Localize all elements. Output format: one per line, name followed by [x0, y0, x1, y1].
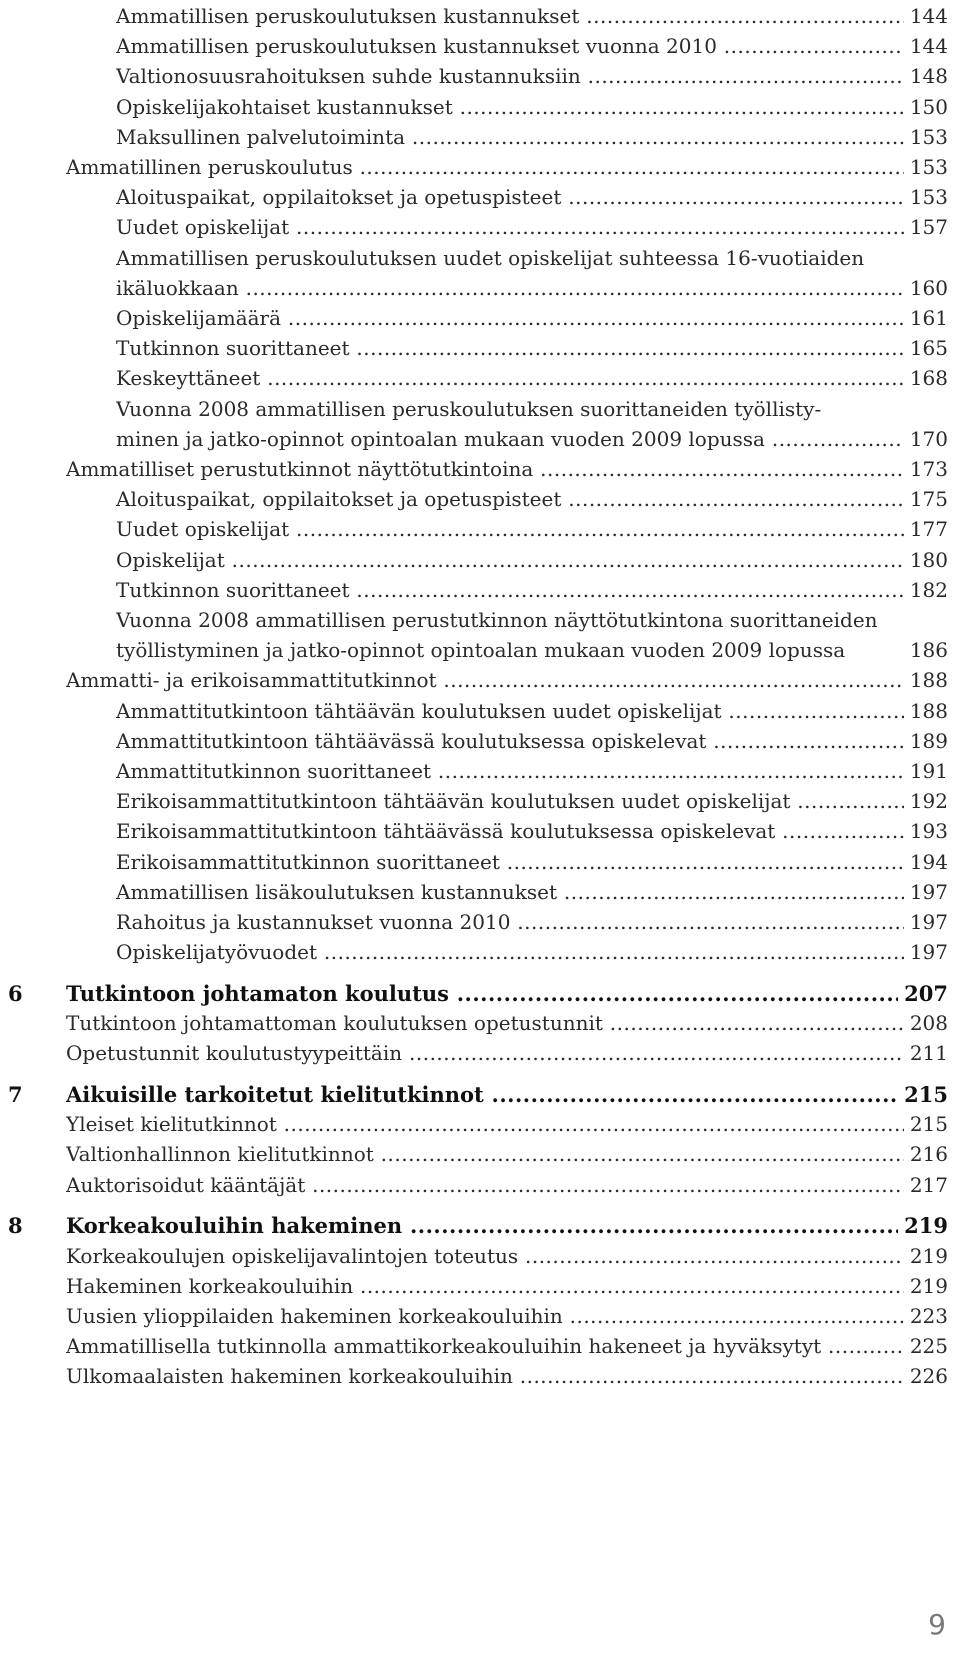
- toc-entry[interactable]: [0, 786, 960, 817]
- toc-entry-title: Erikoisammattitutkintoon tähtäävässä koulutuksessa opiskelevat .....: [116, 816, 910, 847]
- toc-entry-page: 217: [904, 1170, 948, 1201]
- toc-entry[interactable]: [0, 1361, 960, 1392]
- toc-entry-page: 177: [904, 514, 948, 545]
- toc-entry-title: ikäluokkaan .....: [116, 273, 910, 304]
- toc-entry-title: Ammatillisen lisäkoulutuksen kustannukset .....: [116, 877, 910, 908]
- toc-entry-page: 168: [904, 363, 948, 394]
- toc-entry-page: 144: [904, 1, 948, 32]
- toc-entry-page: 182: [904, 575, 948, 606]
- toc-entry-title: Aloituspaikat, oppilaitokset ja opetuspisteet .....: [116, 182, 910, 213]
- toc-entry-page: 211: [904, 1038, 948, 1069]
- toc-entry-page: 180: [904, 545, 948, 576]
- toc-entry-title: Tutkinnon suorittaneet .....: [116, 575, 910, 606]
- toc-entry-title: Valtionhallinnon kielitutkinnot .....: [66, 1139, 910, 1170]
- toc-entry[interactable]: [0, 605, 960, 636]
- toc-chapter[interactable]: [0, 1079, 960, 1110]
- toc-entry[interactable]: [0, 816, 960, 847]
- toc-entry[interactable]: [0, 454, 960, 485]
- toc-entry-title: Uudet opiskelijat .....: [116, 514, 910, 545]
- toc-entry[interactable]: [0, 152, 960, 183]
- toc-entry-page: 215: [904, 1109, 948, 1140]
- toc-entry-title: Ammatillisella tutkinnolla ammattikorkeakouluihin hakeneet ja hyväksytyt .....: [66, 1331, 910, 1362]
- toc-entry-page: 192: [904, 786, 948, 817]
- toc-entry-page: 223: [904, 1301, 948, 1332]
- toc-entry[interactable]: [0, 61, 960, 92]
- toc-entry[interactable]: [0, 756, 960, 787]
- toc-entry-page: 197: [904, 937, 948, 968]
- toc-entry-title: Erikoisammattitutkintoon tähtäävän koulutuksen uudet opiskelijat .....: [116, 786, 910, 817]
- toc-chapter[interactable]: [0, 978, 960, 1009]
- toc-entry-title: Ammatillinen peruskoulutus .....: [66, 152, 910, 183]
- toc-entry[interactable]: [0, 484, 960, 515]
- toc-entry-page: 160: [904, 273, 948, 304]
- toc-entry[interactable]: [0, 847, 960, 878]
- toc-entry-title: Ammattitutkintoon tähtäävän koulutuksen uudet opiskelijat .....: [116, 696, 910, 727]
- toc-entry[interactable]: [0, 1331, 960, 1362]
- toc-entry[interactable]: [0, 212, 960, 243]
- toc-chapter-number: 7: [8, 1082, 23, 1107]
- toc-entry[interactable]: [0, 907, 960, 938]
- toc-entry-page: 153: [904, 122, 948, 153]
- toc-entry[interactable]: [0, 937, 960, 968]
- page-number: 9: [928, 1608, 946, 1641]
- toc-entry-page: 219: [904, 1271, 948, 1302]
- toc-entry-title: Auktorisoidut kääntäjät .....: [66, 1170, 910, 1201]
- toc-entry-title: Valtionosuusrahoituksen suhde kustannuksiin .....: [116, 61, 910, 92]
- toc-entry-page: 207: [898, 978, 948, 1009]
- toc-entry-title: Keskeyttäneet .....: [116, 363, 910, 394]
- toc-entry[interactable]: [0, 1109, 960, 1140]
- toc-entry-title: Ammatillisen peruskoulutuksen kustannukset .....: [116, 1, 910, 32]
- toc-entry-title: työllistyminen ja jatko-opinnot opintoalan mukaan vuoden 2009 lopussa: [116, 638, 846, 663]
- toc-entry-page: 150: [904, 92, 948, 123]
- toc-entry-page: 208: [904, 1008, 948, 1039]
- toc-entry-title: Korkeakouluihin hakeminen .....: [66, 1210, 904, 1241]
- toc-entry-page: 148: [904, 61, 948, 92]
- toc-entry-page: 219: [904, 1241, 948, 1272]
- toc-entry-page: 175: [904, 484, 948, 515]
- toc-entry-title: Ulkomaalaisten hakeminen korkeakouluihin .....: [66, 1361, 910, 1392]
- toc-entry[interactable]: [0, 243, 960, 274]
- toc-entry[interactable]: [0, 635, 960, 666]
- toc-entry-page: 225: [904, 1331, 948, 1362]
- toc-entry-page: 170: [904, 424, 948, 455]
- toc-chapter-number: 6: [8, 980, 23, 1006]
- toc-entry-page: 153: [904, 182, 948, 213]
- toc-entry-title: Korkeakoulujen opiskelijavalintojen toteutus .....: [66, 1241, 910, 1272]
- toc-entry-title: Opiskelijakohtaiset kustannukset .....: [116, 92, 910, 123]
- toc-entry-title: Tutkintoon johtamattoman koulutuksen opetustunnit .....: [66, 1008, 910, 1039]
- toc-entry[interactable]: [0, 394, 960, 425]
- toc-entry-page: 144: [904, 31, 948, 62]
- toc-entry[interactable]: [0, 92, 960, 123]
- toc-entry-page: 165: [904, 333, 948, 364]
- toc-entry-page: 216: [904, 1139, 948, 1170]
- toc-entry-title: Ammattitutkintoon tähtäävässä koulutuksessa opiskelevat .....: [116, 726, 910, 757]
- toc-entry-title: Uusien ylioppilaiden hakeminen korkeakouluihin .....: [66, 1301, 910, 1332]
- toc-entry-title: Aloituspaikat, oppilaitokset ja opetuspisteet .....: [116, 484, 910, 515]
- toc-entry-page: 194: [904, 847, 948, 878]
- toc-entry-title: Opiskelijatyövuodet .....: [116, 937, 910, 968]
- toc-entry-title: minen ja jatko-opinnot opintoalan mukaan vuoden 2009 lopussa .....: [116, 424, 910, 455]
- toc-entry-title: Erikoisammattitutkinnon suorittaneet .....: [116, 847, 910, 878]
- toc-entry-title: Yleiset kielitutkinnot .....: [66, 1109, 910, 1140]
- toc-entry[interactable]: [0, 1301, 960, 1332]
- toc-entry-title: Ammattitutkinnon suorittaneet .....: [116, 756, 910, 787]
- toc-entry[interactable]: [0, 424, 960, 455]
- toc-entry[interactable]: [0, 696, 960, 727]
- toc-entry[interactable]: [0, 726, 960, 757]
- toc-entry-page: 193: [904, 816, 948, 847]
- toc-entry-page: 189: [904, 726, 948, 757]
- toc-entry-page: 215: [898, 1079, 948, 1110]
- toc-entry-page: 188: [904, 696, 948, 727]
- toc-entry-title: Ammatillisen peruskoulutuksen kustannukset vuonna 2010 .....: [116, 31, 910, 62]
- toc-entry-page: 161: [904, 303, 948, 334]
- toc-entry-title: Maksullinen palvelutoiminta .....: [116, 122, 910, 153]
- toc-entry-title: Uudet opiskelijat .....: [116, 212, 910, 243]
- toc-entry-title: Opiskelijat .....: [116, 545, 910, 576]
- toc-entry-title: Ammatillisen peruskoulutuksen uudet opiskelijat suhteessa 16-vuotiaiden: [116, 245, 865, 270]
- toc-entry[interactable]: [0, 877, 960, 908]
- toc-entry-page: 197: [904, 877, 948, 908]
- toc-entry-title: Aikuisille tarkoitetut kielitutkinnot .....: [66, 1079, 904, 1110]
- toc-entry[interactable]: [0, 514, 960, 545]
- toc-entry-page: 191: [904, 756, 948, 787]
- toc-entry[interactable]: [0, 182, 960, 213]
- toc-entry[interactable]: [0, 1008, 960, 1039]
- toc-entry-title: Hakeminen korkeakouluihin .....: [66, 1271, 910, 1302]
- toc-entry-title: Vuonna 2008 ammatillisen peruskoulutuksen suorittaneiden työllisty-: [116, 396, 822, 421]
- toc-entry[interactable]: [0, 31, 960, 62]
- toc-entry-title: Opiskelijamäärä .....: [116, 303, 910, 334]
- toc-entry-page: 226: [904, 1361, 948, 1392]
- toc-entry[interactable]: [0, 665, 960, 696]
- toc-entry[interactable]: [0, 575, 960, 606]
- toc-entry[interactable]: [0, 333, 960, 364]
- toc-entry-page: 157: [904, 212, 948, 243]
- toc-entry-title: Vuonna 2008 ammatillisen perustutkinnon näyttötutkintona suorittaneiden: [116, 608, 878, 632]
- toc-entry[interactable]: [0, 303, 960, 334]
- toc-entry[interactable]: [0, 1, 960, 32]
- toc-entry-page: 173: [904, 454, 948, 485]
- toc-entry-title: Ammatti- ja erikoisammattitutkinnot .....: [66, 665, 910, 696]
- toc-entry[interactable]: [0, 1038, 960, 1069]
- toc-entry[interactable]: [0, 363, 960, 394]
- toc-entry[interactable]: [0, 1139, 960, 1170]
- toc-chapter-number: 8: [8, 1213, 23, 1239]
- toc-entry-page: 186: [904, 635, 948, 666]
- toc-entry[interactable]: [0, 1170, 960, 1201]
- toc-chapter[interactable]: [0, 1210, 960, 1241]
- toc-entry[interactable]: [0, 273, 960, 304]
- toc-entry-title: Ammatilliset perustutkinnot näyttötutkintoina .....: [66, 454, 910, 485]
- toc-entry-page: 197: [904, 907, 948, 938]
- toc-entry-title: Opetustunnit koulutustyypeittäin .....: [66, 1038, 910, 1069]
- toc-entry-page: 188: [904, 665, 948, 696]
- toc-entry[interactable]: [0, 545, 960, 576]
- toc-entry-title: Tutkinnon suorittaneet .....: [116, 333, 910, 364]
- toc-entry-title: Tutkintoon johtamaton koulutus .....: [66, 978, 904, 1009]
- toc-entry-page: 153: [904, 152, 948, 183]
- toc-entry[interactable]: [0, 1271, 960, 1302]
- toc-entry-page: 219: [898, 1210, 948, 1241]
- toc-entry[interactable]: [0, 122, 960, 153]
- toc-entry[interactable]: [0, 1241, 960, 1272]
- toc-entry-title: Rahoitus ja kustannukset vuonna 2010 .....: [116, 907, 910, 938]
